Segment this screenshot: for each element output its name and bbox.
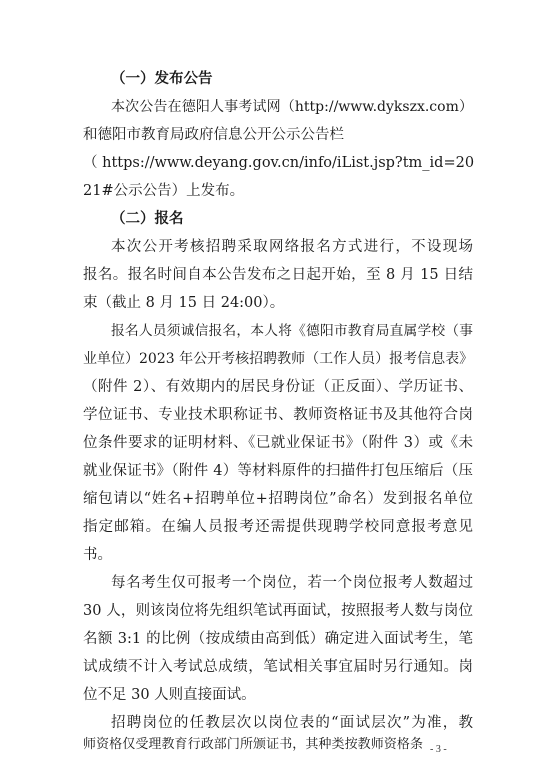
paragraph-line: 报名人员须诚信报名，本人将《德阳市教育局直属学校（事 [111, 323, 473, 339]
paragraph-line: 本次公开考核招聘采取网络报名方式进行，不设现场 [111, 239, 473, 255]
page-number: - 3 - [430, 744, 447, 755]
paragraph-line: 位条件要求的证明材料、《已就业保证书》（附件 3）或《未 [83, 435, 473, 451]
paragraph-line: 学位证书、专业技术职称证书、教师资格证书及其他符合岗 [83, 407, 473, 423]
paragraph-line: （ https://www.deyang.gov.cn/info/iList.jsp?tm_id=20 [83, 155, 475, 171]
paragraph-line: 21#公示公告）上发布。 [83, 183, 245, 199]
paragraph-line: 师资格仅受理教育行政部门所颁证书，其种类按教师资格条 [83, 737, 423, 752]
paragraph-line: 本次公告在德阳人事考试网（http://www.dykszx.com） [111, 99, 473, 115]
paragraph-line: 试成绩不计入考试总成绩，笔试相关事宜届时另行通知。岗 [83, 659, 473, 675]
paragraph-line: 30 人，则该岗位将先组织笔试再面试，按照报考人数与岗位 [83, 603, 473, 619]
paragraph-line: 位不足 30 人则直接面试。 [83, 687, 256, 703]
paragraph-line: 指定邮箱。在编人员报考还需提供现聘学校同意报考意见 [83, 519, 473, 535]
paragraph-line: 束（截止 8 月 15 日 24:00）。 [83, 295, 285, 311]
paragraph-line: 缩包请以“姓名+招聘单位+招聘岗位”命名）发到报名单位 [83, 491, 473, 507]
paragraph-line: 每名考生仅可报考一个岗位，若一个岗位报考人数超过 [111, 575, 473, 591]
section-heading-publish: （一）发布公告 [111, 71, 213, 87]
paragraph-line: 就业保证书》（附件 4）等材料原件的扫描件打包压缩后（压 [83, 463, 473, 479]
paragraph-line: 和德阳市教育局政府信息公开公示公告栏 [83, 127, 344, 143]
paragraph-line: 书。 [83, 547, 112, 563]
paragraph-line: 招聘岗位的任教层次以岗位表的“面试层次”为准，教 [111, 715, 473, 731]
paragraph-line: 业单位）2023 年公开考核招聘教师（工作人员）报考信息表》 [83, 351, 474, 367]
section-heading-registration: （二）报名 [111, 211, 184, 227]
paragraph-line: 报名。报名时间自本公告发布之日起开始，至 8 月 15 日结 [83, 267, 473, 283]
paragraph-line: 名额 3:1 的比例（按成绩由高到低）确定进入面试考生，笔 [83, 631, 473, 647]
paragraph-line: （附件 2）、有效期内的居民身份证（正反面）、学历证书、 [83, 379, 473, 395]
